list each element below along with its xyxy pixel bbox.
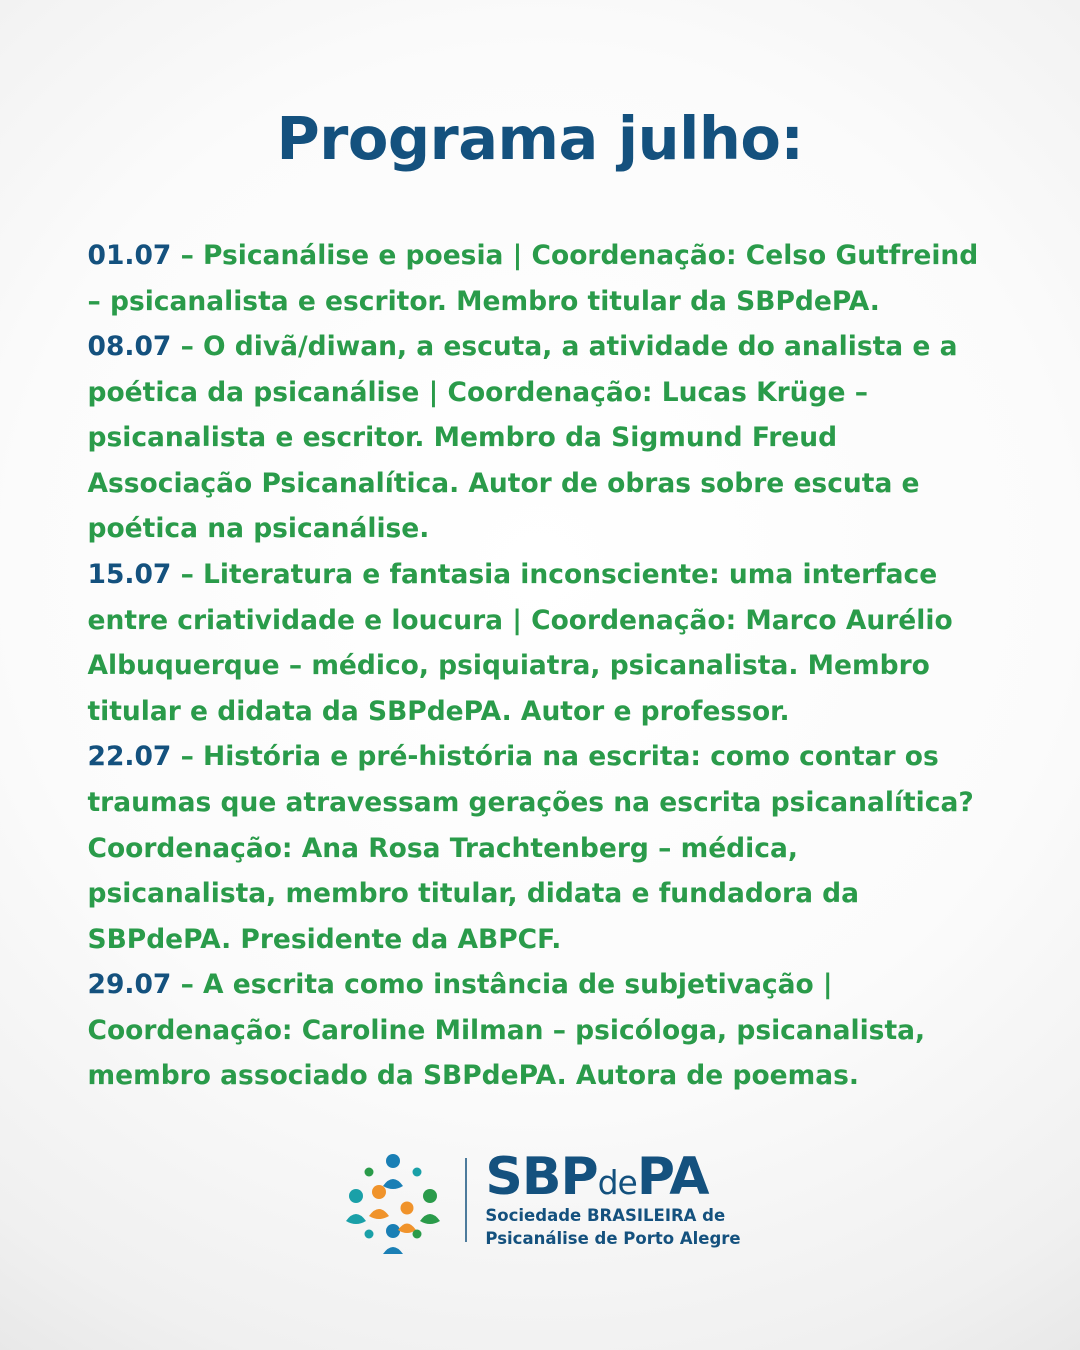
entry-text: – O divã/diwan, a escuta, a atividade do analista e a poética da psicanálise | Coordenação: Lucas Krüge – psicanalista e escritor. Membro da Sigmund Freud Associação Psicanalítica. Autor de obras sobre escuta e poética na psicanálise.	[87, 331, 958, 545]
entry-text: – História e pré-história na escrita: como contar os traumas que atravessam gerações na escrita psicanalítica? Coordenação: Ana Rosa Trachtenberg – médica, psicanalista, membro titular, didata e fundadora da SBPdePA. Presidente da ABPCF.	[87, 741, 974, 955]
page-title: Programa julho:	[276, 104, 804, 173]
logo-sbp: SBP	[485, 1146, 598, 1207]
list-item	[88, 962, 993, 1099]
logo-acronym	[485, 1146, 740, 1207]
list-item	[88, 734, 993, 962]
logo-text-block	[485, 1146, 741, 1249]
logo-de: de	[597, 1162, 637, 1202]
list-item	[88, 552, 993, 734]
logo-subtitle-line-1	[485, 1205, 740, 1226]
sbpdepa-logo	[339, 1146, 740, 1254]
entry-date: 01.07	[87, 240, 172, 271]
logo-subtitle-line-2: Psicanálise de Porto Alegre	[485, 1229, 741, 1248]
logo-sub-strong: BRASILEIRA	[586, 1205, 697, 1225]
entry-text: – Literatura e fantasia inconsciente: uma interface entre criatividade e loucura | Coordenação: Marco Aurélio Albuquerque – médico, psiquiatra, psicanalista. Membro titular e didata da SBPdePA. Autor e professor.	[87, 559, 953, 727]
logo-sub-prefix: Sociedade	[485, 1205, 587, 1225]
list-item	[88, 324, 993, 552]
people-diamond-icon	[339, 1146, 447, 1254]
entry-date: 29.07	[87, 969, 172, 1001]
logo-divider	[465, 1158, 467, 1242]
entry-date: 22.07	[87, 741, 172, 773]
entry-text: – Psicanálise e poesia | Coordenação: Celso Gutfreind – psicanalista e escritor. Membro titular da SBPdePA.	[87, 240, 979, 317]
logo-pa: PA	[636, 1146, 709, 1207]
logo-area	[0, 1146, 1080, 1254]
logo-sub-suffix: de	[696, 1205, 726, 1225]
entry-date: 08.07	[87, 331, 172, 363]
entry-text: – A escrita como instância de subjetivação | Coordenação: Caroline Milman – psicóloga, psicanalista, membro associado da SBPdePA. Autora de poemas.	[87, 969, 926, 1092]
list-item	[88, 233, 993, 324]
program-list	[88, 233, 993, 1099]
entry-date: 15.07	[87, 559, 172, 591]
